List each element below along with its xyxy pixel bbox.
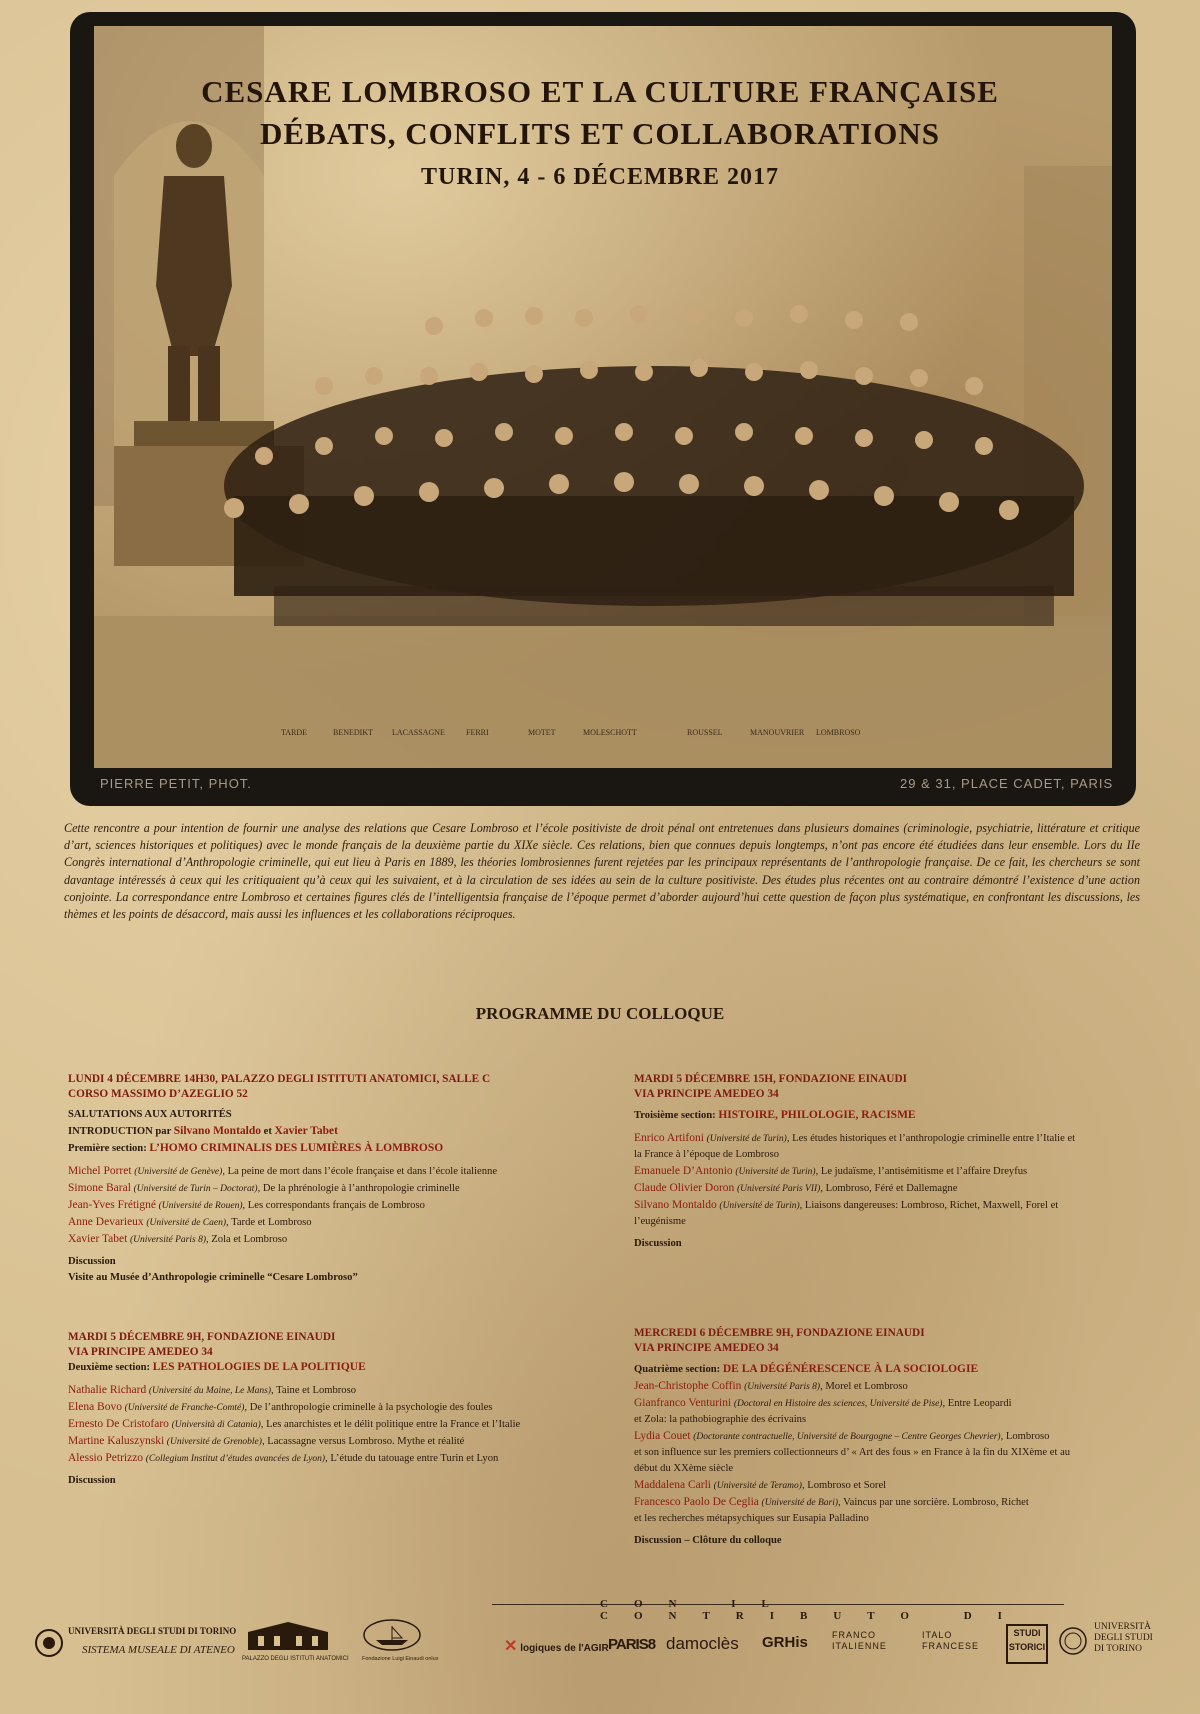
grhis-logo: GRHis	[762, 1634, 808, 1651]
session-header: LUNDI 4 DÉCEMBRE 14H30, PALAZZO DEGLI ISTITUTI ANATOMICI, SALLE C	[68, 1073, 491, 1085]
talk-title-continued: début du XXème siècle	[634, 1463, 734, 1474]
franco-italienne-logo	[832, 1630, 887, 1652]
speaker-affiliation: (Université de Genève)	[134, 1167, 223, 1177]
talk	[68, 1231, 497, 1248]
talk	[634, 1494, 1070, 1511]
talk-title: , L’étude du tatouage entre Turin et Lyon	[325, 1453, 499, 1464]
photographer-address: 29 & 31, PLACE CADET, PARIS	[900, 776, 1114, 791]
palazzo-name: PALAZZO DEGLI ISTITUTI ANATOMICI	[242, 1656, 349, 1662]
talk	[68, 1450, 520, 1467]
speaker-affiliation: (Université Paris 8)	[744, 1382, 821, 1392]
talk	[68, 1416, 520, 1433]
unito-right-name	[1094, 1622, 1153, 1655]
photo-name-label: FERRI	[466, 728, 489, 737]
discussion: Discussion	[634, 1238, 682, 1249]
talk	[68, 1214, 497, 1231]
agir-name: logiques de l'AGIR	[520, 1643, 609, 1654]
speaker-name: Anne Devarieux	[68, 1216, 144, 1228]
session-monday	[68, 1072, 497, 1286]
poster-title-line2: DÉBATS, CONFLITS ET COLLABORATIONS	[259, 116, 940, 151]
speaker-name: Jean-Christophe Coffin	[634, 1380, 742, 1392]
museum-visit: Visite au Musée d’Anthropologie criminelle “Cesare Lombroso”	[68, 1272, 358, 1283]
speaker-affiliation: (Université de Bari)	[761, 1498, 839, 1508]
italo-francese-logo	[922, 1630, 979, 1652]
speaker-affiliation: (Collegium Institut d’études avancées de Lyon)	[145, 1454, 326, 1464]
session-venue: VIA PRINCIPE AMEDEO 34	[634, 1087, 779, 1100]
speaker-name: Claude Olivier Doron	[634, 1182, 735, 1194]
talk	[68, 1433, 520, 1450]
speaker-affiliation: (Université de Turin)	[735, 1167, 816, 1177]
photo-name-label: LACASSAGNE	[392, 728, 445, 737]
speaker-name: Elena Bovo	[68, 1401, 122, 1413]
speaker-name: Francesco Paolo De Ceglia	[634, 1496, 759, 1508]
unito-right-line3: DI TORINO	[1094, 1644, 1142, 1654]
speaker-name: Enrico Artifoni	[634, 1132, 704, 1144]
speaker-name: Jean-Yves Frétigné	[68, 1199, 156, 1211]
speaker-affiliation: (Université de Caen)	[146, 1218, 227, 1228]
section-label: Première section:	[68, 1143, 150, 1154]
talk	[634, 1130, 1075, 1147]
talk-title-continued: et Zola: la pathobiographie des écrivains	[634, 1414, 807, 1425]
talk-title: , Lombroso, Féré et Dallemagne	[820, 1183, 958, 1194]
speaker-name: Simone Baral	[68, 1182, 131, 1194]
talk	[634, 1477, 1070, 1494]
section-title: L’HOMO CRIMINALIS DES LUMIÈRES À LOMBROSO	[149, 1142, 444, 1154]
intro-paragraph: Cette rencontre a pour intention de fournir une analyse des relations que Cesare Lombroso et l’école positiviste de droit pénal ont entretenues dans plusieurs domaines (criminologie, psychiatrie, littérature et critique d’art, sciences historiques et politiques) avec le monde français de la deuxième partie du XIXe siècle. Ces relations, bien que connues depuis longtemps, n’ont pas encore été étudiées dans leur ensemble. Lors du IIe Congrès international d’Anthropologie criminelle, qui eut lieu à Paris en 1889, les théories lombrosiennes furent rejetées par les principaux représentants de l’anthropologie française. De ce fait, les chercheurs se sont davantage intéressés à ceux qui les critiquaient qu’à ceux qui les suivaient, et à la circulation de ses idées au sein de la culture positiviste. Des études plus récentes ont au contraire démontré l’existence d’une action conjointe. La correspondance entre Lombroso et certaines figures clés de l’intelligentsia française de l’époque permet d’aborder aujourd’hui cette question de façon plus systématique, en confrontant les discussions, les thèmes et les points de désaccord, mais aussi les influences et les collaborations réciproques.	[64, 821, 1140, 922]
section-title: LES PATHOLOGIES DE LA POLITIQUE	[152, 1361, 366, 1373]
talk-title: , Tarde et Lombroso	[226, 1217, 312, 1228]
unito-right-line2: DEGLI STUDI	[1094, 1633, 1153, 1643]
unito-museum-name: UNIVERSITÀ DEGLI STUDI DI TORINO	[68, 1626, 237, 1636]
poster-date: TURIN, 4 - 6 DÉCEMBRE 2017	[420, 164, 779, 190]
talk-title: , Le judaïsme, l’antisémitisme et l’affaire Dreyfus	[815, 1166, 1028, 1177]
speaker-name: Martine Kaluszynski	[68, 1435, 165, 1447]
talk	[634, 1197, 1075, 1214]
contributors-label: CON IL CONTRIBUTO DI	[600, 1598, 1028, 1622]
talk-title-continued: et les recherches métapsychiques sur Eusapia Palladino	[634, 1513, 869, 1524]
speaker-affiliation: (Université de Grenoble)	[166, 1437, 262, 1447]
talk-title: , La peine de mort dans l’école française et dans l’école italienne	[222, 1166, 498, 1177]
unito-seal-icon	[1058, 1626, 1088, 1656]
palazzo-logo	[238, 1618, 338, 1659]
talk-title: , Entre Leopardi	[942, 1398, 1012, 1409]
agir-icon: ✕	[504, 1638, 518, 1655]
talk-title-continued: l’eugénisme	[634, 1216, 686, 1227]
session-venue: CORSO MASSIMO D’AZEGLIO 52	[68, 1087, 248, 1100]
speaker-name: Ernesto De Cristofaro	[68, 1418, 169, 1430]
speaker-name: Nathalie Richard	[68, 1384, 147, 1396]
speaker-name: Michel Porret	[68, 1165, 132, 1177]
speaker-affiliation: (Université Paris 8)	[130, 1235, 206, 1245]
damocles-logo: damoclès	[666, 1634, 739, 1653]
section-title: DE LA DÉGÉNÉRESCENCE À LA SOCIOLOGIE	[722, 1363, 979, 1375]
speaker-affiliation: (Université de Turin)	[719, 1201, 800, 1211]
unito-right-line1: UNIVERSITÀ	[1094, 1622, 1151, 1632]
speaker-name: Gianfranco Venturini	[634, 1397, 732, 1409]
speaker-affiliation: (Université de Franche-Comté)	[124, 1403, 245, 1413]
session-venue: VIA PRINCIPE AMEDEO 34	[68, 1345, 213, 1358]
talk-title: , Lombroso	[1000, 1431, 1050, 1442]
session-header: MERCREDI 6 DÉCEMBRE 9H, FONDAZIONE EINAUDI	[634, 1327, 925, 1339]
talk	[634, 1378, 1070, 1395]
talk-title: , De la phrénologie à l’anthropologie criminelle	[257, 1183, 460, 1194]
speaker-name: Xavier Tabet	[274, 1125, 338, 1137]
talk	[634, 1395, 1070, 1412]
talk-title: , Taine et Lombroso	[271, 1385, 357, 1396]
photo-name-label: BENEDIKT	[333, 728, 373, 737]
speaker-affiliation: (Doctoral en Histoire des sciences, Université de Pise)	[733, 1399, 943, 1409]
talk	[634, 1180, 1075, 1197]
discussion: Discussion	[68, 1256, 116, 1267]
talk-title: , Lacassagne versus Lombroso. Mythe et réalité	[261, 1436, 465, 1447]
agir-logo	[504, 1636, 609, 1656]
talk-title-continued: la France à l’époque de Lombroso	[634, 1149, 780, 1160]
speaker-name: Alessio Petrizzo	[68, 1452, 144, 1464]
speaker-affiliation: (Université Paris VII)	[736, 1184, 821, 1194]
unito-museum-subtitle: SISTEMA MUSEALE DI ATENEO	[82, 1644, 235, 1656]
photo-name-label: LOMBROSO	[816, 728, 861, 737]
talk-title: , Les études historiques et l’anthropologie criminelle entre l’Italie et	[786, 1133, 1076, 1144]
photo-name-label: ROUSSEL	[687, 728, 723, 737]
speaker-name: Lydia Couet	[634, 1430, 691, 1442]
talk	[68, 1163, 497, 1180]
speaker-affiliation: (Université de Turin – Doctorat)	[133, 1184, 258, 1194]
programme-title: PROGRAMME DU COLLOQUE	[475, 1004, 725, 1023]
speaker-name: Emanuele D’Antonio	[634, 1165, 733, 1177]
session-header: MARDI 5 DÉCEMBRE 15H, FONDAZIONE EINAUDI	[634, 1073, 908, 1085]
salutations: SALUTATIONS AUX AUTORITÉS	[68, 1109, 232, 1120]
speaker-name: Maddalena Carli	[634, 1479, 711, 1491]
session-venue: VIA PRINCIPE AMEDEO 34	[634, 1341, 779, 1354]
talk-title: , Liaisons dangereuses: Lombroso, Richet, Maxwell, Forel et	[799, 1200, 1059, 1211]
section-label: Deuxième section:	[68, 1362, 153, 1373]
speaker-name: Silvano Montaldo	[634, 1199, 717, 1211]
talk	[68, 1197, 497, 1214]
speaker-affiliation: (Université du Maine, Le Mans)	[148, 1386, 272, 1396]
ship-icon	[362, 1618, 422, 1652]
franco-line1: FRANCO	[832, 1630, 876, 1640]
building-icon	[238, 1618, 338, 1654]
photo-name-label: TARDE	[281, 728, 308, 737]
speaker-affiliation: (Doctorante contractuelle, Université de Bourgogne – Centre Georges Chevrier)	[693, 1432, 1001, 1442]
speaker-affiliation: (Université de Turin)	[706, 1134, 787, 1144]
studi-storici-logo: STUDI STORICI	[1006, 1624, 1048, 1664]
talk	[634, 1428, 1070, 1445]
discussion: Discussion	[68, 1475, 116, 1486]
talk	[68, 1399, 520, 1416]
talk	[68, 1180, 497, 1197]
discussion-closing: Discussion – Clôture du colloque	[634, 1535, 782, 1546]
speaker-name: Silvano Montaldo	[173, 1125, 261, 1137]
talk-title: , De l’anthropologie criminelle à la psychologie des foules	[244, 1402, 493, 1413]
talk-title: , Vaincus par une sorcière. Lombroso, Richet	[838, 1497, 1029, 1508]
speaker-affiliation: (Université de Teramo)	[713, 1481, 802, 1491]
unito-right-logo	[1058, 1626, 1088, 1661]
speaker-affiliation: (Università di Catania)	[171, 1420, 261, 1430]
introduction-label: INTRODUCTION par	[68, 1126, 174, 1137]
session-tuesday-afternoon	[634, 1072, 1075, 1252]
talk	[634, 1163, 1075, 1180]
session-wednesday	[634, 1326, 1070, 1549]
photo-name-label: MOLESCHOTT	[583, 728, 637, 737]
talk-title: , Zola et Lombroso	[206, 1234, 288, 1245]
photo-name-label: MOTET	[528, 728, 556, 737]
speaker-name: Xavier Tabet	[68, 1233, 128, 1245]
einaudi-name: Fondazione Luigi Einaudi onlus	[362, 1656, 439, 1662]
section-title: HISTOIRE, PHILOLOGIE, RACISME	[718, 1109, 916, 1121]
talk-title: , Lombroso et Sorel	[801, 1480, 887, 1491]
franco-line2: ITALIENNE	[832, 1641, 887, 1651]
photographer-credit: PIERRE PETIT, PHOT.	[100, 776, 252, 791]
conjunction: et	[261, 1126, 275, 1137]
italo-line2: FRANCESE	[922, 1641, 980, 1651]
paris8-logo: PARIS8	[608, 1636, 656, 1653]
poster-title-line1: CESARE LOMBROSO ET LA CULTURE FRANÇAISE	[201, 74, 999, 109]
talk-title-continued: et son influence sur les premiers collectionneurs d’ « Art des fous » en France à la fin du XIXème et au	[634, 1447, 1071, 1458]
session-header: MARDI 5 DÉCEMBRE 9H, FONDAZIONE EINAUDI	[68, 1331, 336, 1343]
session-tuesday-morning	[68, 1330, 520, 1489]
photo-name-label: MANOUVRIER	[750, 728, 805, 737]
section-label: Quatrième section:	[634, 1364, 723, 1375]
section-label: Troisième section:	[634, 1110, 719, 1121]
talk-title: , Les anarchistes et le délit politique entre la France et l’Italie	[260, 1419, 521, 1430]
unito-museum-logo	[34, 1628, 64, 1663]
einaudi-logo	[362, 1618, 422, 1657]
talk	[68, 1382, 520, 1399]
talk-title: , Morel et Lombroso	[820, 1381, 908, 1392]
speaker-affiliation: (Université de Rouen)	[158, 1201, 243, 1211]
italo-line1: ITALO	[922, 1630, 953, 1640]
talk-title: , Les correspondants français de Lombroso	[242, 1200, 425, 1211]
unito-seal-icon	[34, 1628, 64, 1658]
